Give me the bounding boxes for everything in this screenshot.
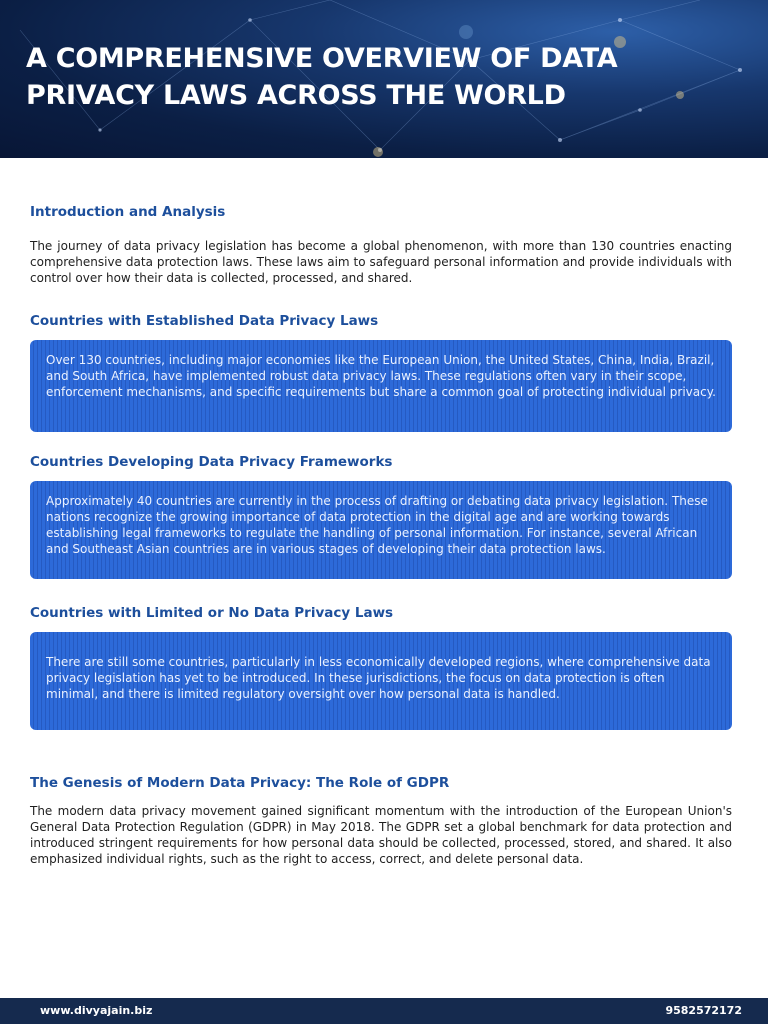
section-text-gdpr: The modern data privacy movement gained significant momentum with the introduction of the European Union's General Data Protection Regulation (GDPR) in May 2018. The GDPR set a global benchmark for data protection and introduced stringent requirements for how personal data should be collected, processed, stored, and shared. It also emphasized individual rights, such as the right to access, correct, and delete personal data. <box>30 804 732 866</box>
section-text-introduction: The journey of data privacy legislation has become a global phenomenon, with more than 130 countries enacting comprehensive data protection laws. These laws aim to safeguard personal information and provide individuals with control over how their data is collected, processed, and shared. <box>30 239 732 285</box>
info-box-text-limited: There are still some countries, particularly in less economically developed regions, where comprehensive data privacy legislation has yet to be introduced. In these jurisdictions, the focus on data protection is often minimal, and there is limited regulatory oversight over how personal data is handled. <box>46 655 711 701</box>
section-heading-established: Countries with Established Data Privacy Laws <box>30 313 379 329</box>
page-footer <box>0 998 768 1024</box>
footer-website-link[interactable]: www.divyajain.biz <box>40 1004 153 1017</box>
page-title: A COMPREHENSIVE OVERVIEW OF DATA PRIVACY LAWS ACROSS THE WORLD <box>26 43 618 111</box>
section-heading-gdpr: The Genesis of Modern Data Privacy: The Role of GDPR <box>30 775 450 791</box>
info-box-limited <box>30 632 732 730</box>
info-box-developing <box>30 481 732 579</box>
footer-phone: 9582572172 <box>665 1004 742 1017</box>
info-box-text-developing: Approximately 40 countries are currently in the process of drafting or debating data privacy legislation. These nations recognize the growing importance of data protection in the digital age and are working towards establishing legal frameworks to regulate the handling of personal information. For instance, several African and Southeast Asian countries are in various stages of developing their data protection laws. <box>46 494 708 556</box>
page-header-banner <box>0 0 768 158</box>
section-heading-introduction: Introduction and Analysis <box>30 204 226 220</box>
section-heading-limited: Countries with Limited or No Data Privacy Laws <box>30 605 394 621</box>
info-box-established <box>30 340 732 432</box>
info-box-text-established: Over 130 countries, including major economies like the European Union, the United States, China, India, Brazil, and South Africa, have implemented robust data privacy laws. These regulations often vary in their scope, enforcement mechanisms, and specific requirements but share a common goal of protecting individual privacy. <box>46 353 716 399</box>
section-heading-developing: Countries Developing Data Privacy Frameworks <box>30 454 393 470</box>
